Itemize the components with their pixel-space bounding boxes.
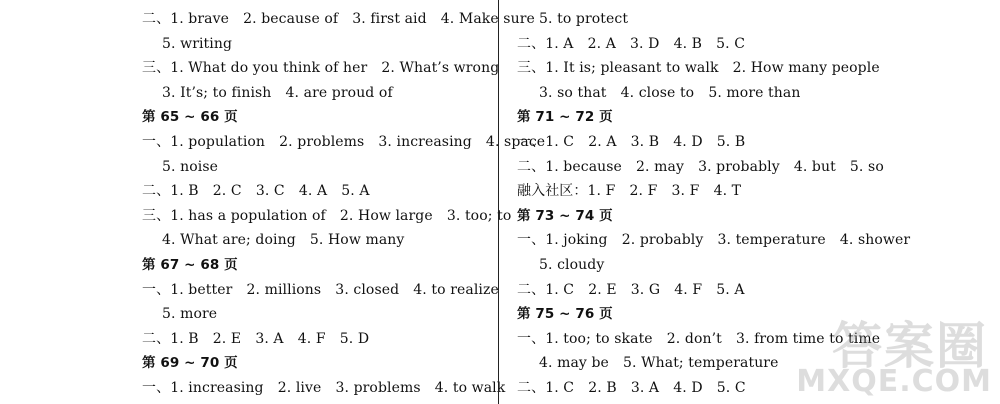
answer-line: 一、1. too; to skate 2. don’t 3. from time to time: [517, 330, 881, 347]
answer-line: 二、1. because 2. may 3. probably 4. but 5. so: [517, 158, 884, 175]
answer-line: 5. to protect: [539, 11, 629, 27]
answer-line: 二、1. C 2. B 3. A 4. D 5. C: [517, 380, 746, 396]
page-range-heading: 第 71 ~ 72 页: [517, 109, 613, 126]
answer-line: 一、1. better 2. millions 3. closed 4. to realize: [142, 281, 499, 298]
answer-line: 5. writing: [162, 35, 233, 52]
page-range-heading: 第 73 ~ 74 页: [517, 207, 613, 224]
answer-line: 二、1. C 2. E 3. G 4. F 5. A: [517, 281, 745, 298]
answer-line: 5. noise: [162, 158, 219, 175]
answer-line: 一、1. joking 2. probably 3. temperature 4. shower: [517, 232, 911, 249]
answer-line: 二、1. brave 2. because of 3. first aid 4. Make sure: [142, 11, 535, 27]
answer-line: 三、1. has a population of 2. How large 3. too; to: [142, 207, 512, 224]
answer-line: 融入社区：1. F 2. F 3. F 4. T: [517, 183, 742, 200]
answer-line: 3. It’s; to finish 4. are proud of: [162, 84, 393, 101]
page-range-heading: 第 75 ~ 76 页: [517, 306, 613, 323]
answer-line: 5. more: [162, 306, 218, 323]
column-divider: [498, 0, 499, 404]
watermark-text-en: MXQE.COM: [796, 364, 992, 399]
page-range-heading: 第 69 ~ 70 页: [142, 355, 238, 372]
answer-line: 二、1. B 2. C 3. C 4. A 5. A: [142, 183, 370, 200]
answer-line: 二、1. B 2. E 3. A 4. F 5. D: [142, 330, 370, 347]
page-range-heading: 第 67 ~ 68 页: [142, 257, 238, 273]
watermark-logo: [796, 306, 996, 404]
answer-line: 4. may be 5. What; temperature: [539, 355, 779, 372]
answer-line: 3. so that 4. close to 5. more than: [539, 84, 801, 101]
answer-line: 三、1. What do you think of her 2. What’s wrong: [142, 60, 500, 77]
answer-line: 4. What are; doing 5. How many: [162, 232, 405, 249]
watermark-text-cn: 答案圈: [832, 317, 988, 375]
answer-line: 5. cloudy: [539, 257, 605, 273]
answer-line: 一、1. C 2. A 3. B 4. D 5. B: [517, 134, 746, 150]
answer-line: 二、1. A 2. A 3. D 4. B 5. C: [517, 35, 746, 52]
page-range-heading: 第 65 ~ 66 页: [142, 109, 238, 126]
answer-line: 一、1. increasing 2. live 3. problems 4. to walk: [142, 380, 506, 396]
answer-line: 三、1. It is; pleasant to walk 2. How many people: [517, 60, 880, 77]
answer-line: 一、1. population 2. problems 3. increasing 4. space: [142, 134, 546, 150]
